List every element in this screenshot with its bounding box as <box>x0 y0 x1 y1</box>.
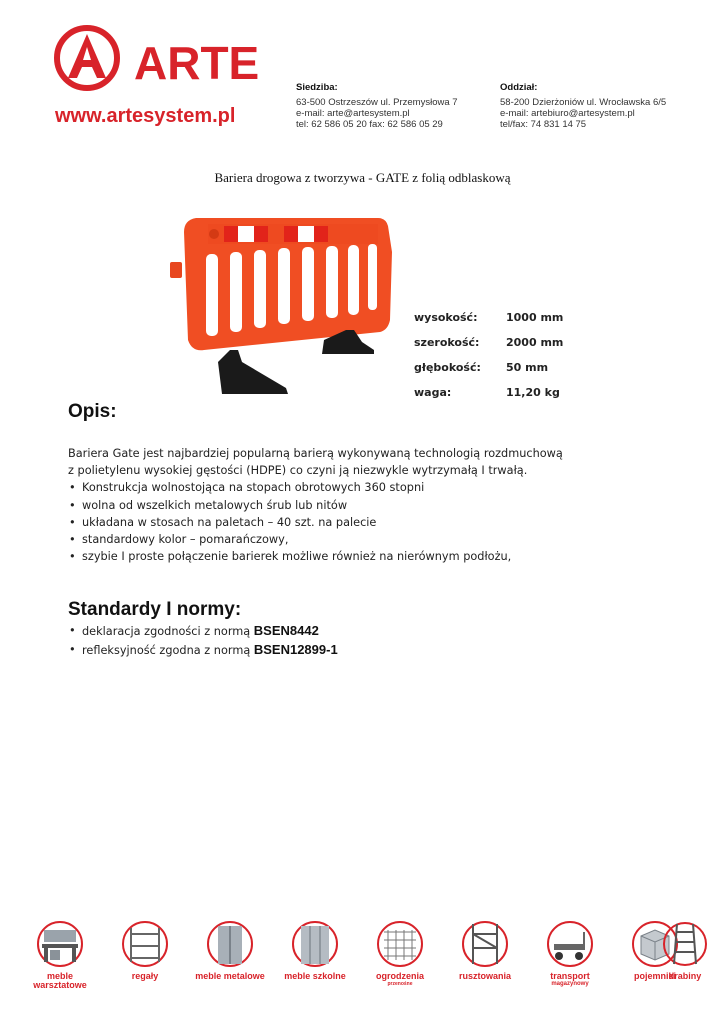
description-heading: Opis: <box>68 401 117 422</box>
spec-height <box>414 305 563 330</box>
category-ladders[interactable] <box>660 918 710 981</box>
feature-list <box>68 479 668 565</box>
spec-weight <box>414 380 563 405</box>
spec-width <box>414 330 563 355</box>
category-label: drabiny <box>668 971 702 981</box>
spec-depth <box>414 355 563 380</box>
branch-email: e-mail: artebiuro@artesystem.pl <box>500 108 635 119</box>
category-metal-furniture[interactable] <box>190 918 270 981</box>
ladder-icon <box>660 918 710 970</box>
spec-value: 11,20 kg <box>506 386 560 399</box>
workbench-icon <box>32 918 88 970</box>
category-sublabel: przenośne <box>387 981 413 987</box>
category-shelving[interactable] <box>105 918 185 981</box>
spec-value: 50 mm <box>506 361 549 374</box>
category-label: rusztowania <box>458 971 511 981</box>
category-label: meble metalowe <box>195 971 265 981</box>
website-link[interactable]: www.artesystem.pl <box>55 105 236 127</box>
scaffolding-icon <box>457 918 513 970</box>
branch-title: Oddział: <box>500 82 538 93</box>
spec-label: waga: <box>414 386 452 399</box>
standard-code: BSEN12899-1 <box>253 641 338 657</box>
category-label: meble warsztatowe <box>33 971 87 990</box>
category-footer <box>20 918 710 998</box>
trolley-icon <box>542 918 598 970</box>
list-item: • Konstrukcja wolnostojąca na stopach obrotowych 360 stopni <box>68 479 668 496</box>
hq-street: 63-500 Ostrzeszów ul. Przemysłowa 7 <box>296 97 458 108</box>
spec-label: wysokość: <box>414 311 478 324</box>
category-label: meble szkolne <box>284 971 346 981</box>
standard-text: deklaracja zgodności z normą <box>82 625 254 638</box>
standard-text: refleksyjność zgodna z normą <box>82 643 254 657</box>
description-body <box>68 445 668 565</box>
metal-cabinet-icon <box>202 918 258 970</box>
branch-address <box>500 82 666 130</box>
hq-email: e-mail: arte@artesystem.pl <box>296 108 410 119</box>
category-scaffolding[interactable] <box>445 918 525 981</box>
standard-code: BSEN8442 <box>253 623 319 638</box>
category-workbench[interactable] <box>20 918 100 990</box>
shelving-icon <box>117 918 173 970</box>
standards-heading: Standardy I normy: <box>68 599 242 620</box>
list-item: • szybie I proste połączenie barierek możliwe również na nierównym podłożu, <box>68 548 668 565</box>
list-item: • standardowy kolor – pomarańczowy, <box>68 531 668 548</box>
hq-title: Siedziba: <box>296 82 338 93</box>
category-sublabel: magazynowy <box>551 981 589 987</box>
description-paragraph-line: Bariera Gate jest najbardziej popularną barierą wykonywaną technologią rozdmuchową <box>68 447 563 460</box>
specs-table <box>414 305 563 405</box>
hq-phone: tel: 62 586 05 20 fax: 62 586 05 29 <box>296 119 443 130</box>
spec-value: 2000 mm <box>506 336 564 349</box>
list-item: • układana w stosach na paletach – 40 szt. na palecie <box>68 514 668 531</box>
description-paragraph-line: z polietylenu wysokiej gęstości (HDPE) co czyni ją niezwykle wytrzymałą I trwałą. <box>68 464 528 478</box>
spec-value: 1000 mm <box>506 311 564 324</box>
product-title: Bariera drogowa z tworzywa - GATE z folią odblaskową <box>214 170 511 185</box>
list-item <box>68 641 338 660</box>
branch-street: 58-200 Dzierżoniów ul. Wrocławska 6/5 <box>500 97 667 108</box>
arte-logo-icon <box>54 22 124 94</box>
category-label: regały <box>131 971 159 981</box>
category-label: ogrodzenia <box>375 971 424 981</box>
branch-phone: tel/fax: 74 831 14 75 <box>500 119 587 130</box>
list-item: • wolna od wszelkich metalowych śrub lub nitów <box>68 497 668 514</box>
list-item <box>68 622 338 641</box>
school-locker-icon <box>287 918 343 970</box>
standards-list <box>68 622 338 659</box>
spec-label: szerokość: <box>414 336 480 349</box>
category-school-furniture[interactable] <box>275 918 355 981</box>
category-fences[interactable] <box>360 918 440 987</box>
spec-label: głębokość: <box>414 361 481 374</box>
category-label: pojemniki <box>633 971 676 981</box>
hq-address <box>296 82 458 130</box>
barrier-image <box>168 212 408 398</box>
brand-name: ARTE <box>134 37 260 89</box>
arte-logo <box>54 22 260 94</box>
category-label: transport <box>550 971 590 981</box>
fence-icon <box>372 918 428 970</box>
category-transport[interactable] <box>530 918 610 987</box>
